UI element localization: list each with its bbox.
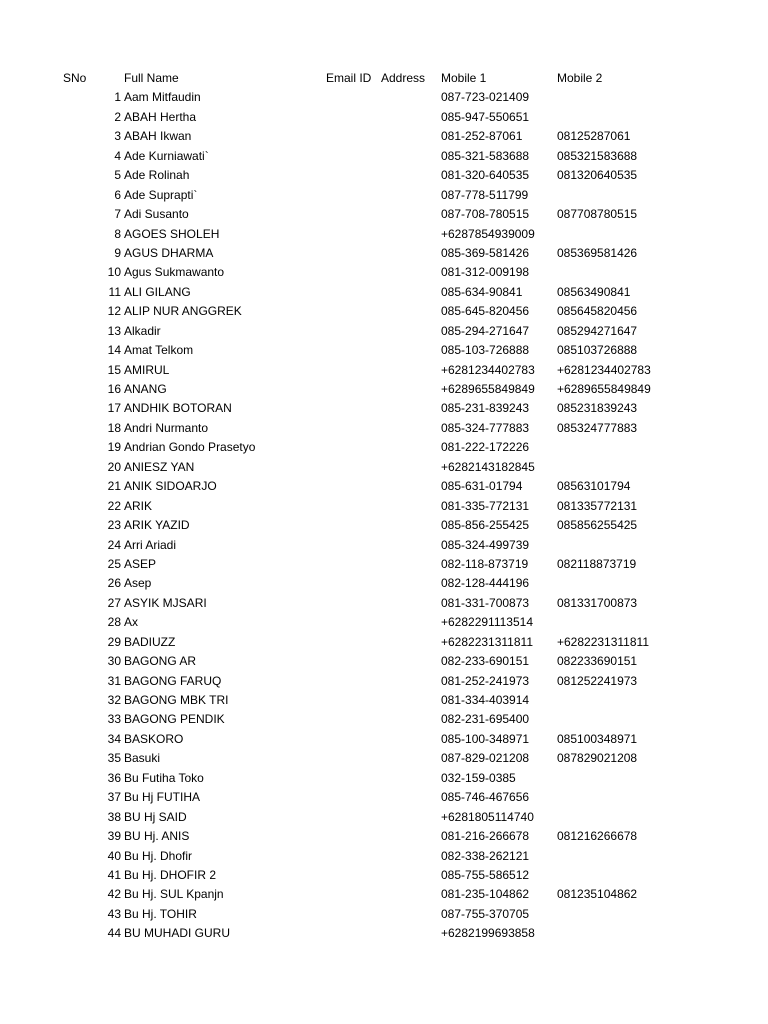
row-full-name: Agus Sukmawanto — [124, 265, 225, 280]
row-full-name: Andri Nurmanto — [124, 420, 209, 435]
row-sno: 9 — [114, 245, 121, 260]
table-row — [0, 147, 768, 166]
table-row — [0, 108, 768, 127]
row-full-name: ALI GILANG — [124, 284, 191, 299]
row-sno: 38 — [107, 809, 121, 824]
row-mobile-1: 085-746-467656 — [441, 790, 530, 805]
row-sno: 2 — [114, 109, 121, 124]
row-mobile-1: 085-631-01794 — [441, 479, 523, 494]
row-full-name: AGUS DHARMA — [124, 245, 214, 260]
row-sno: 33 — [107, 712, 121, 727]
table-row — [0, 594, 768, 613]
row-mobile-1: 081-252-241973 — [441, 673, 530, 688]
row-mobile-1: +6282231311811 — [441, 634, 533, 649]
row-full-name: AGOES SHOLEH — [124, 226, 220, 241]
row-sno: 10 — [107, 265, 121, 280]
row-mobile-1: 081-335-772131 — [441, 498, 530, 513]
table-row — [0, 438, 768, 457]
row-sno: 18 — [107, 420, 121, 435]
row-mobile-1: +6282199693858 — [441, 926, 535, 941]
row-mobile-1: 082-128-444196 — [441, 576, 530, 591]
row-full-name: Arri Ariadi — [124, 537, 177, 552]
row-sno: 7 — [114, 207, 121, 222]
table-row — [0, 166, 768, 185]
row-mobile-1: 087-723-021409 — [441, 90, 530, 105]
row-sno: 42 — [107, 887, 121, 902]
table-row — [0, 633, 768, 652]
row-mobile-1: 085-369-581426 — [441, 245, 530, 260]
row-full-name: Amat Telkom — [124, 343, 194, 358]
table-row — [0, 263, 768, 282]
row-sno: 26 — [107, 576, 121, 591]
header-mobile-1: Mobile 1 — [441, 71, 487, 85]
table-row — [0, 652, 768, 671]
row-full-name: ANIK SIDOARJO — [124, 479, 217, 494]
row-mobile-1: 085-324-499739 — [441, 537, 530, 552]
row-mobile-2: 085294271647 — [557, 323, 638, 338]
row-mobile-2: +6289655849849 — [557, 382, 651, 396]
row-mobile-1: 082-338-262121 — [441, 848, 530, 863]
row-sno: 31 — [107, 673, 121, 688]
row-mobile-1: +6289655849849 — [441, 382, 535, 396]
row-mobile-1: 085-634-90841 — [441, 284, 523, 299]
table-row — [0, 613, 768, 632]
row-mobile-2: 08125287061 — [557, 129, 631, 144]
table-row — [0, 322, 768, 341]
row-sno: 43 — [107, 906, 121, 921]
row-full-name: AMIRUL — [124, 362, 170, 377]
row-mobile-2: 085645820456 — [557, 304, 638, 319]
row-mobile-1: 085-755-586512 — [441, 867, 530, 882]
row-mobile-2: +6281234402783 — [557, 362, 651, 377]
row-mobile-2: 085103726888 — [557, 343, 638, 358]
row-mobile-1: 081-320-640535 — [441, 168, 530, 183]
row-mobile-1: 082-231-695400 — [441, 712, 530, 727]
row-mobile-2: 081252241973 — [557, 673, 638, 688]
table-row — [0, 458, 768, 477]
table-header-row — [0, 69, 768, 88]
row-mobile-1: +6281234402783 — [441, 362, 535, 377]
row-mobile-2: 087829021208 — [557, 751, 638, 766]
row-sno: 20 — [107, 459, 121, 474]
row-full-name: Asep — [124, 576, 152, 591]
row-full-name: ARIK — [124, 498, 153, 513]
row-mobile-1: 087-755-370705 — [441, 906, 530, 921]
table-row — [0, 730, 768, 749]
header-address: Address — [381, 71, 426, 85]
row-full-name: ASYIK MJSARI — [124, 595, 207, 610]
row-full-name: ANDHIK BOTORAN — [124, 401, 232, 416]
row-sno: 27 — [107, 595, 121, 610]
row-full-name: BU Hj SAID — [124, 809, 187, 824]
row-sno: 6 — [114, 187, 121, 202]
row-sno: 23 — [107, 518, 121, 533]
row-sno: 44 — [107, 926, 121, 941]
table-body — [0, 88, 768, 943]
row-full-name: ABAH Ikwan — [124, 129, 192, 144]
row-full-name: BAGONG AR — [124, 654, 197, 669]
row-mobile-1: 085-947-550651 — [441, 109, 530, 124]
row-sno: 37 — [107, 790, 121, 805]
row-full-name: Alkadir — [124, 323, 161, 338]
row-full-name: BU MUHADI GURU — [124, 926, 231, 941]
row-full-name: Ade Suprapti` — [124, 187, 198, 202]
table-row — [0, 244, 768, 263]
row-mobile-1: 081-216-266678 — [441, 829, 530, 844]
row-mobile-1: +6287854939009 — [441, 226, 535, 241]
table-row — [0, 477, 768, 496]
row-sno: 12 — [107, 304, 121, 319]
row-full-name: Bu Futiha Toko — [124, 770, 204, 785]
table-row — [0, 536, 768, 555]
table-row — [0, 205, 768, 224]
table-row — [0, 302, 768, 321]
row-mobile-1: 085-856-255425 — [441, 518, 530, 533]
row-sno: 1 — [114, 90, 121, 105]
table-row — [0, 710, 768, 729]
row-mobile-2: 082118873719 — [557, 556, 637, 571]
contact-table — [0, 69, 768, 944]
table-row — [0, 341, 768, 360]
row-sno: 14 — [107, 343, 121, 358]
row-full-name: Basuki — [124, 751, 161, 766]
row-sno: 8 — [114, 226, 121, 241]
row-mobile-2: 085231839243 — [557, 401, 638, 416]
table-row — [0, 672, 768, 691]
table-row — [0, 555, 768, 574]
row-sno: 4 — [114, 148, 121, 163]
row-sno: 11 — [108, 284, 121, 299]
table-row — [0, 885, 768, 904]
table-row — [0, 691, 768, 710]
row-sno: 13 — [107, 323, 121, 338]
row-mobile-1: 081-331-700873 — [441, 595, 530, 610]
row-sno: 34 — [107, 731, 121, 746]
row-mobile-1: 081-252-87061 — [441, 129, 523, 144]
row-mobile-2: 08563490841 — [557, 284, 631, 299]
row-sno: 29 — [107, 634, 121, 649]
row-sno: 24 — [107, 537, 121, 552]
table-row — [0, 361, 768, 380]
table-row — [0, 88, 768, 107]
row-full-name: BU Hj. ANIS — [124, 829, 190, 844]
row-mobile-1: +6282291113514 — [441, 615, 533, 630]
row-sno: 22 — [107, 498, 121, 513]
row-mobile-2: 085324777883 — [557, 420, 638, 435]
row-mobile-1: 087-778-511799 — [441, 187, 529, 202]
row-full-name: ASEP — [124, 556, 157, 571]
row-mobile-1: 082-233-690151 — [441, 654, 530, 669]
row-full-name: BAGONG MBK TRI — [124, 693, 229, 707]
row-full-name: Andrian Gondo Prasetyo — [124, 440, 256, 455]
row-full-name: BAGONG FARUQ — [124, 673, 222, 688]
row-mobile-1: 087-708-780515 — [441, 207, 530, 222]
row-full-name: Ade Rolinah — [124, 168, 190, 183]
table-row — [0, 283, 768, 302]
row-mobile-2: 081320640535 — [557, 168, 638, 183]
header-sno: SNo — [63, 71, 87, 85]
row-mobile-1: 085-231-839243 — [441, 401, 530, 416]
row-full-name: ARIK YAZID — [124, 518, 190, 533]
row-mobile-2: 085100348971 — [557, 731, 638, 746]
row-sno: 19 — [107, 440, 121, 455]
row-full-name: Bu Hj. Dhofir — [124, 848, 193, 863]
row-mobile-2: 085856255425 — [557, 518, 638, 533]
row-full-name: ABAH Hertha — [124, 109, 197, 124]
table-row — [0, 497, 768, 516]
row-mobile-1: 085-324-777883 — [441, 420, 530, 435]
row-mobile-1: 087-829-021208 — [441, 751, 530, 766]
row-mobile-1: 081-235-104862 — [441, 887, 530, 902]
row-mobile-2: 081216266678 — [557, 829, 638, 844]
row-mobile-1: 085-100-348971 — [441, 731, 530, 746]
row-sno: 21 — [107, 479, 121, 494]
row-mobile-2: +6282231311811 — [557, 634, 649, 649]
row-sno: 15 — [107, 362, 121, 377]
row-full-name: Bu Hj. SUL Kpanjn — [124, 887, 224, 902]
row-mobile-2: 085321583688 — [557, 148, 638, 163]
row-full-name: BASKORO — [124, 731, 184, 746]
table-row — [0, 186, 768, 205]
row-full-name: Ax — [124, 615, 139, 630]
row-mobile-2: 081335772131 — [557, 498, 638, 513]
table-row — [0, 749, 768, 768]
row-sno: 36 — [107, 770, 121, 785]
table-row — [0, 419, 768, 438]
header-email-id: Email ID — [326, 71, 372, 85]
row-mobile-1: 085-645-820456 — [441, 304, 530, 319]
row-mobile-1: +6282143182845 — [441, 459, 535, 474]
row-mobile-2: 085369581426 — [557, 245, 638, 260]
row-mobile-1: 085-321-583688 — [441, 148, 530, 163]
row-sno: 40 — [107, 848, 121, 863]
row-mobile-1: 081-222-172226 — [441, 440, 530, 455]
row-sno: 28 — [107, 615, 121, 630]
table-row — [0, 808, 768, 827]
table-row — [0, 924, 768, 943]
row-full-name: Bu Hj FUTIHA — [124, 790, 201, 805]
row-mobile-1: 082-118-873719 — [441, 556, 529, 571]
table-row — [0, 827, 768, 846]
row-sno: 17 — [107, 401, 121, 416]
row-mobile-2: 081331700873 — [557, 595, 638, 610]
row-sno: 39 — [107, 829, 121, 844]
table-row — [0, 516, 768, 535]
row-sno: 16 — [107, 382, 121, 396]
row-mobile-1: +6281805114740 — [441, 809, 534, 824]
table-row — [0, 380, 768, 399]
table-row — [0, 574, 768, 593]
row-sno: 30 — [107, 654, 121, 669]
row-sno: 3 — [114, 129, 121, 144]
row-sno: 41 — [107, 867, 121, 882]
row-full-name: Bu Hj. TOHIR — [124, 906, 197, 921]
row-mobile-2: 081235104862 — [557, 887, 638, 902]
table-row — [0, 225, 768, 244]
header-full-name: Full Name — [124, 71, 179, 85]
row-full-name: Aam Mitfaudin — [124, 90, 201, 105]
row-mobile-2: 087708780515 — [557, 207, 638, 222]
row-mobile-2: 082233690151 — [557, 654, 638, 669]
header-mobile-2: Mobile 2 — [557, 71, 603, 85]
row-sno: 25 — [107, 556, 121, 571]
row-mobile-1: 085-294-271647 — [441, 323, 530, 338]
table-row — [0, 769, 768, 788]
table-row — [0, 788, 768, 807]
row-full-name: BAGONG PENDIK — [124, 712, 225, 727]
row-sno: 5 — [114, 168, 121, 183]
table-row — [0, 866, 768, 885]
row-full-name: BADIUZZ — [124, 634, 176, 649]
row-sno: 35 — [107, 751, 121, 766]
table-row — [0, 847, 768, 866]
row-full-name: ANIESZ YAN — [124, 459, 195, 474]
row-full-name: Bu Hj. DHOFIR 2 — [124, 867, 217, 882]
row-mobile-1: 081-334-403914 — [441, 693, 530, 707]
table-row — [0, 905, 768, 924]
row-sno: 32 — [107, 693, 121, 707]
table-row — [0, 127, 768, 146]
row-full-name: ALIP NUR ANGGREK — [124, 304, 242, 319]
row-mobile-1: 032-159-0385 — [441, 770, 516, 785]
row-full-name: Ade Kurniawati` — [124, 148, 209, 163]
row-full-name: Adi Susanto — [124, 207, 189, 222]
row-mobile-1: 081-312-009198 — [441, 265, 530, 280]
row-full-name: ANANG — [124, 382, 167, 396]
table-row — [0, 399, 768, 418]
row-mobile-2: 08563101794 — [557, 479, 631, 494]
row-mobile-1: 085-103-726888 — [441, 343, 530, 358]
